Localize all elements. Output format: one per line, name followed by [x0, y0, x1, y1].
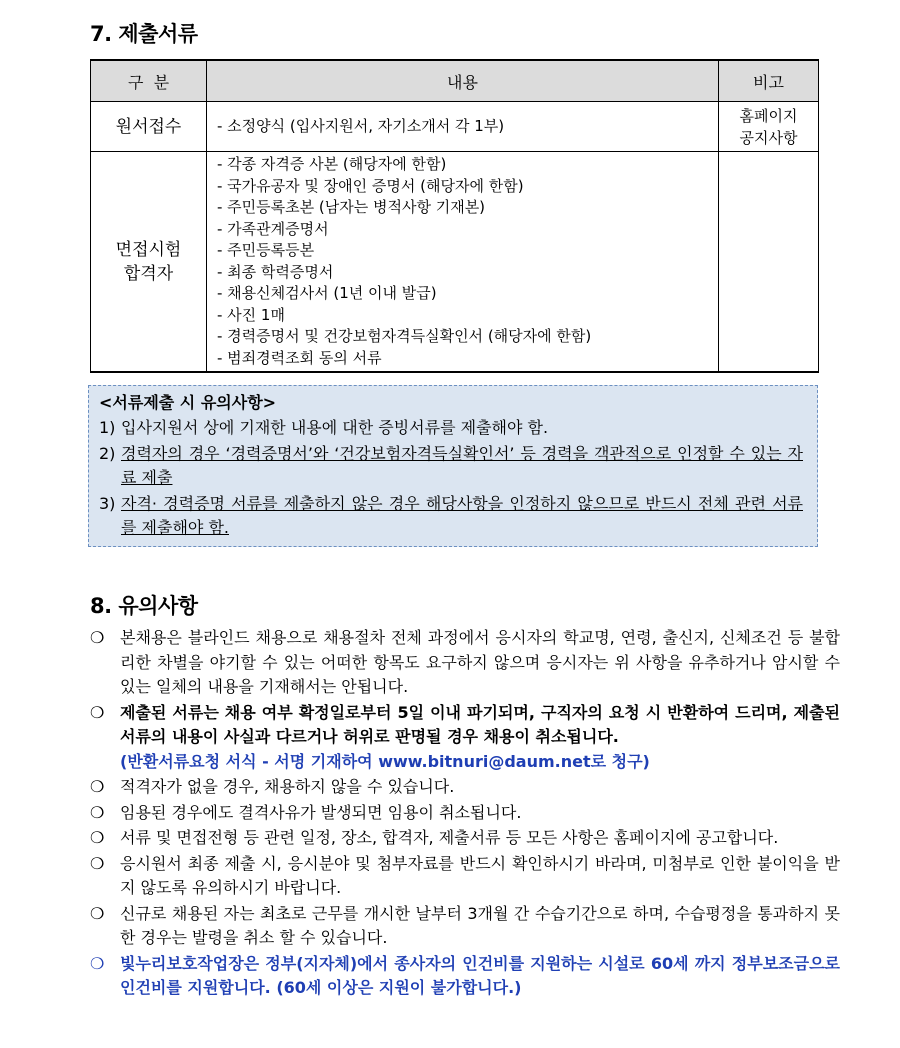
precaution-text: 본채용은 블라인드 채용으로 채용절차 전체 과정에서 응시자의 학교명, 연령, 출신지, 신체조건 등 불합리한 차별을 야기할 수 있는 어떠한 항목도 요구하지 않으며 응시자는 위 사항을 유추하거나 암시할 수 있는 일체의 내용을 기재해서는 안됩니다. — [120, 628, 840, 696]
notice-item — [99, 416, 803, 440]
bullet-icon: ❍ — [90, 953, 105, 973]
precaution-text: 임용된 경우에도 결격사유가 발생되면 임용이 취소됩니다. — [120, 802, 522, 822]
notice-number: 3) — [99, 494, 116, 513]
list-item — [90, 952, 840, 1001]
note-line: 공지사항 — [739, 128, 798, 147]
list-item — [90, 826, 840, 851]
precaution-text: 신규로 채용된 자는 최초로 근무를 개시한 날부터 3개월 간 수습기간으로 하며, 수습평정을 통과하지 못한 경우는 발령을 취소 할 수 있습니다. — [120, 903, 840, 947]
document-item: - 가족관계증명서 — [217, 219, 329, 238]
list-item — [90, 902, 840, 951]
document-item: - 최종 학력증명서 — [217, 262, 334, 281]
list-item — [90, 701, 840, 775]
document-item: - 국가유공자 및 장애인 증명서 (해당자에 한함) — [217, 176, 524, 195]
submission-notice-box — [88, 385, 818, 547]
row-category — [91, 152, 207, 373]
bullet-icon: ❍ — [90, 702, 105, 722]
bullet-icon: ❍ — [90, 903, 105, 923]
table-row-interview — [91, 152, 819, 373]
precaution-text: 빛누리보호작업장은 정부(지자체)에서 종사자의 인건비를 지원하는 시설로 60세 까지 정부보조금으로 인건비를 지원합니다. (60세 이상은 지원이 불가합니다.) — [120, 953, 840, 997]
precaution-text: 서류 및 면접전형 등 관련 일정, 장소, 합격자, 제출서류 등 모든 사항은 홈페이지에 공고합니다. — [120, 828, 779, 847]
precaution-text: 제출된 서류는 채용 여부 확정일로부터 5일 이내 파기되며, 구직자의 요청 시 반환하여 드리며, 제출된 서류의 내용이 사실과 다르거나 허위로 판명될 경우 채용이 취소됩니다. — [120, 702, 840, 746]
notice-title: <서류제출 시 유의사항> — [99, 393, 277, 412]
precautions-list — [90, 626, 840, 1002]
precaution-text: 적격자가 없을 경우, 채용하지 않을 수 있습니다. — [120, 777, 455, 796]
header-category: 구 분 — [91, 60, 207, 102]
return-request-note: (반환서류요청 서식 - 서명 기재하여 www.bitnuri@daum.net로 청구) — [120, 751, 650, 771]
section-7-title: 7. 제출서류 — [90, 22, 198, 46]
document-item: - 사진 1매 — [217, 305, 285, 324]
notice-text: 입사지원서 상에 기재한 내용에 대한 증빙서류를 제출해야 함. — [121, 418, 549, 437]
precaution-text: 응시원서 최종 제출 시, 응시분야 및 첨부자료를 반드시 확인하시기 바라며, 미첨부로 인한 불이익을 받지 않도록 유의하시기 바랍니다. — [120, 853, 840, 897]
list-item — [90, 626, 840, 700]
category-line: 합격자 — [123, 263, 174, 284]
row-content — [207, 152, 719, 373]
category-line: 면접시험 — [115, 239, 182, 260]
row-note — [719, 102, 819, 152]
bullet-icon: ❍ — [90, 853, 105, 873]
row-content — [207, 102, 719, 152]
row-note — [719, 152, 819, 373]
document-item: - 소정양식 (입사지원서, 자기소개서 각 1부) — [217, 116, 505, 135]
bullet-icon: ❍ — [90, 628, 105, 647]
notice-number: 2) — [99, 444, 116, 463]
bullet-icon: ❍ — [90, 777, 105, 796]
list-item — [90, 852, 840, 901]
notice-text: 자격· 경력증명 서류를 제출하지 않은 경우 해당사항을 인정하지 않으므로 반드시 전체 관련 서류를 제출해야 함. — [121, 494, 803, 537]
notice-item — [99, 492, 803, 540]
document-item: - 경력증명서 및 건강보험자격득실확인서 (해당자에 한함) — [217, 327, 592, 345]
submission-documents-table — [90, 59, 819, 373]
document-item: - 채용신체검사서 (1년 이내 발급) — [217, 284, 437, 302]
table-header-row — [91, 60, 819, 102]
document-item: - 주민등록초본 (남자는 병적사항 기재본) — [217, 198, 486, 216]
header-content: 내용 — [207, 60, 719, 102]
header-note: 비고 — [719, 60, 819, 102]
table-row-application — [91, 102, 819, 152]
list-item — [90, 775, 840, 800]
category-line: 원서접수 — [115, 116, 182, 137]
document-item: - 각종 자격증 사본 (해당자에 한함) — [217, 155, 447, 173]
note-line: 홈페이지 — [739, 106, 798, 125]
bullet-icon: ❍ — [90, 802, 105, 822]
section-8-title: 8. 유의사항 — [90, 594, 198, 618]
notice-number: 1) — [99, 418, 116, 437]
document-item: - 주민등록등본 — [217, 241, 315, 259]
bullet-icon: ❍ — [90, 828, 105, 847]
notice-text: 경력자의 경우 ‘경력증명서’와 ‘건강보험자격득실확인서’ 등 경력을 객관적으로 인정할 수 있는 자료 제출 — [121, 444, 803, 487]
row-category — [91, 102, 207, 152]
notice-item — [99, 442, 803, 490]
list-item — [90, 801, 840, 826]
document-item: - 범죄경력조회 동의 서류 — [217, 348, 382, 367]
